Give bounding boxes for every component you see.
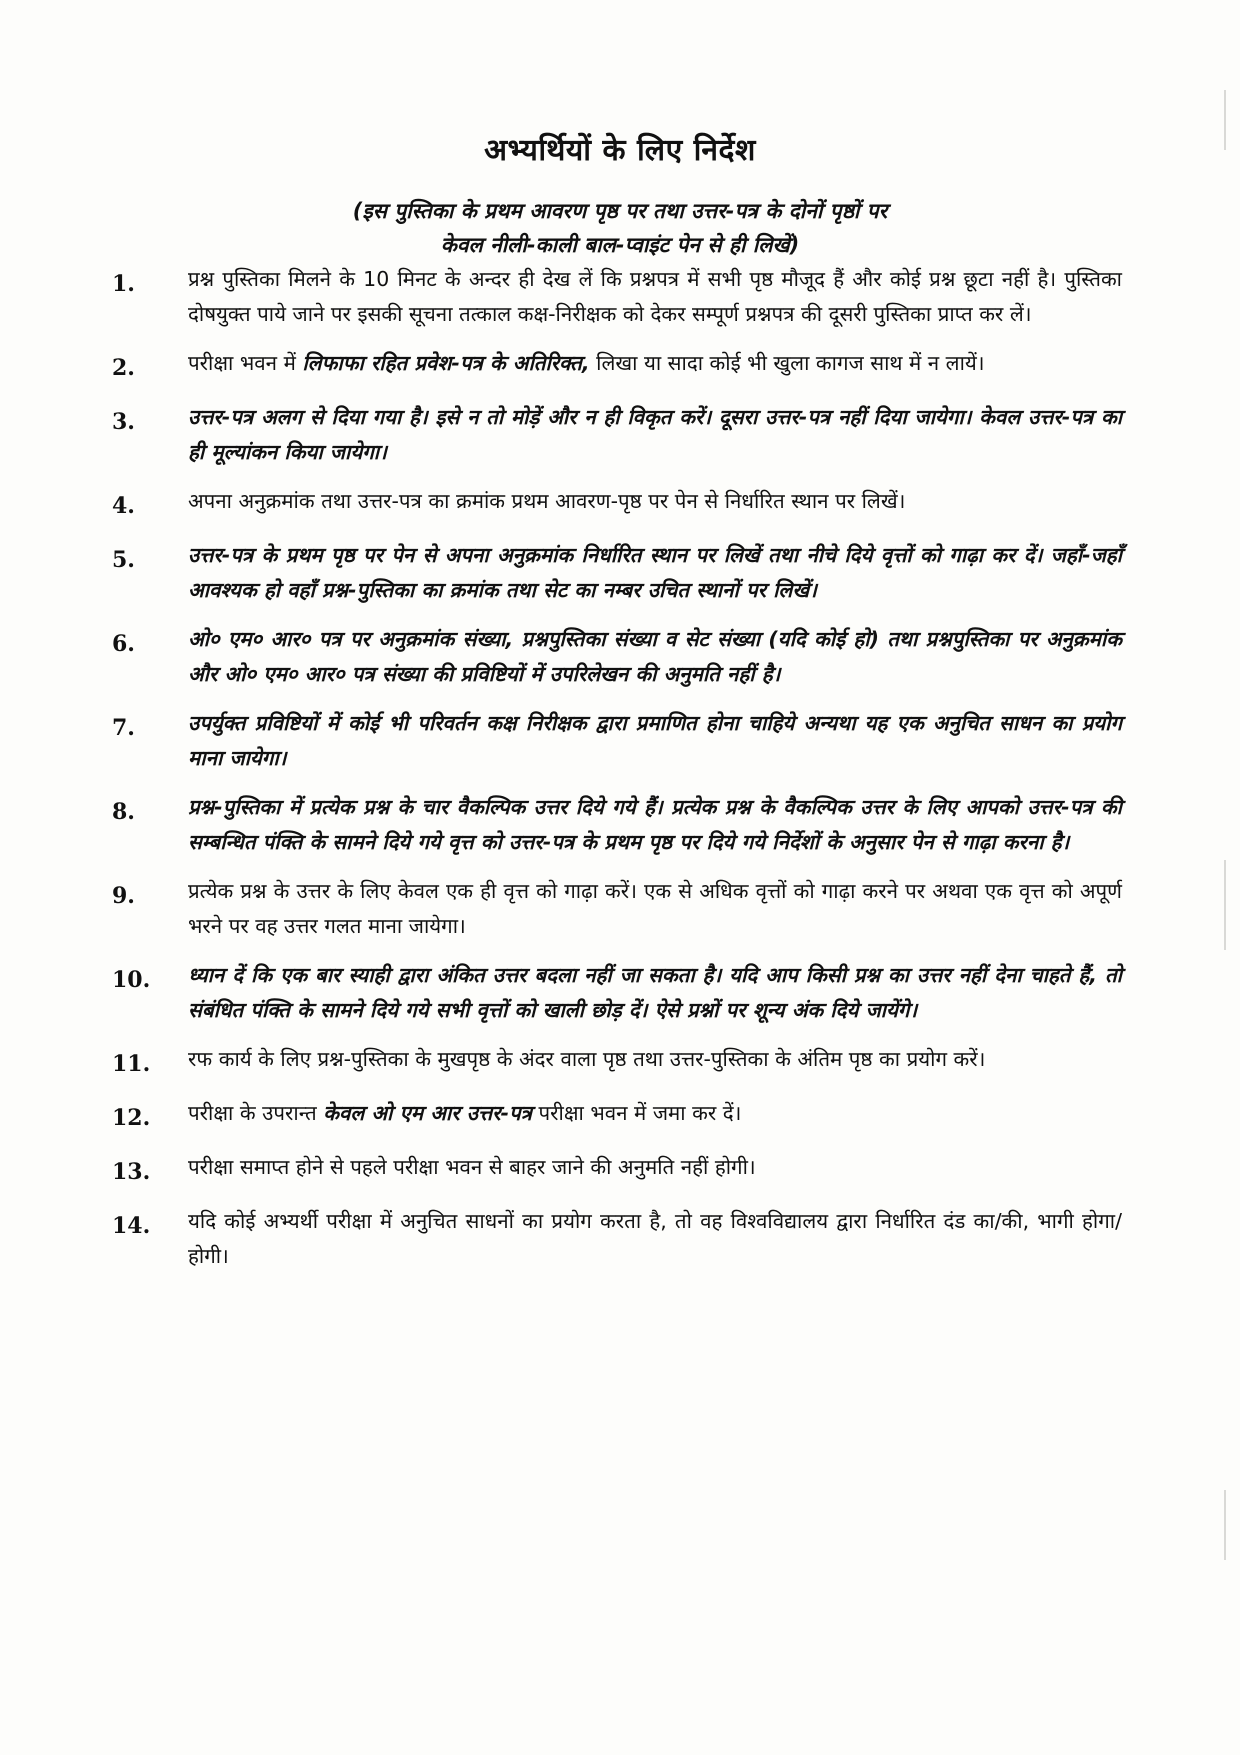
instruction-item-9 (112, 874, 1122, 944)
instruction-text: प्रत्येक प्रश्न के उत्तर के लिए केवल एक ही वृत्त को गाढ़ा करें। एक से अधिक वृत्तों को गाढ़ा करने पर अथवा एक वृत्त को अपूर्ण भरने पर वह उत्तर गलत माना जायेगा। (188, 879, 1122, 938)
instruction-item-11 (112, 1042, 1122, 1082)
page-title: अभ्यर्थियों के लिए निर्देश (484, 133, 756, 168)
instruction-text: रफ कार्य के लिए प्रश्न-पुस्तिका के मुखपृष्ठ के अंदर वाला पृष्ठ तथा उत्तर-पुस्तिका के अंतिम पृष्ठ का प्रयोग करें। (188, 1047, 986, 1071)
page-subtitle (0, 194, 1240, 262)
instruction-item-7 (112, 706, 1122, 776)
instruction-text: उत्तर-पत्र अलग से दिया गया है। इसे न तो मोड़ें और न ही विकृत करें। दूसरा उत्तर-पत्र नहीं दिया जायेगा। केवल उत्तर-पत्र का ही मूल्यांकन किया जायेगा। (188, 405, 1122, 464)
instruction-item-5 (112, 538, 1122, 608)
instruction-text-part: लिखा या सादा कोई भी खुला कागज साथ में न लायें। (589, 351, 985, 375)
instruction-text: अपना अनुक्रमांक तथा उत्तर-पत्र का क्रमांक प्रथम आवरण-पृष्ठ पर पेन से निर्धारित स्थान पर लिखें। (188, 489, 906, 513)
instruction-item-6 (112, 622, 1122, 692)
subtitle-line-2: केवल नीली-काली बाल-प्वाइंट पेन से ही लिखें) (440, 233, 800, 257)
instruction-text: परीक्षा समाप्त होने से पहले परीक्षा भवन से बाहर जाने की अनुमति नहीं होगी। (188, 1155, 756, 1179)
instruction-number: 13. (112, 1159, 151, 1185)
instruction-text: प्रश्न पुस्तिका मिलने के 10 मिनट के अन्दर ही देख लें कि प्रश्नपत्र में सभी पृष्ठ मौजूद हैं और कोई प्रश्न छूटा नहीं है। पुस्तिका दोषयुक्त पाये जाने पर इसकी सूचना तत्काल कक्ष-निरीक्षक को देकर सम्पूर्ण प्रश्नपत्र की दूसरी पुस्तिका प्राप्त कर लें। (188, 267, 1122, 326)
instruction-text: ओ० एम० आर० पत्र पर अनुक्रमांक संख्या, प्रश्नपुस्तिका संख्या व सेट संख्या (यदि कोई हो) तथा प्रश्नपुस्तिका पर अनुक्रमांक और ओ० एम० आर० पत्र संख्या की प्रविष्टियों में उपरिलेखन की अनुमति नहीं है। (188, 627, 1122, 686)
instruction-item-2 (112, 346, 1122, 386)
instruction-text-part: परीक्षा भवन में (188, 351, 303, 375)
scan-edge-mark (1224, 90, 1226, 150)
instruction-text (188, 1096, 1122, 1131)
instruction-text-part: परीक्षा भवन में जमा कर दें। (531, 1101, 742, 1125)
instruction-text (188, 346, 1122, 381)
instruction-item-8 (112, 790, 1122, 860)
instruction-item-12 (112, 1096, 1122, 1136)
instruction-number: 8. (112, 799, 135, 825)
instruction-number: 9. (112, 883, 135, 909)
instruction-number: 5. (112, 547, 135, 573)
instruction-text-emphasis: लिफाफा रहित प्रवेश-पत्र के अतिरिक्त, (302, 351, 590, 375)
instruction-text-part: परीक्षा के उपरान्त (188, 1101, 324, 1125)
instruction-number: 2. (112, 355, 135, 381)
instruction-text: ध्यान दें कि एक बार स्याही द्वारा अंकित उत्तर बदला नहीं जा सकता है। यदि आप किसी प्रश्न का उत्तर नहीं देना चाहते हैं, तो संबंधित पंक्ति के सामने दिये गये सभी वृत्तों को खाली छोड़ दें। ऐसे प्रश्नों पर शून्य अंक दिये जायेंगे। (188, 963, 1122, 1022)
instruction-number: 4. (112, 493, 135, 519)
instruction-item-4 (112, 484, 1122, 524)
scan-edge-mark (1224, 1490, 1226, 1560)
instruction-list (112, 262, 1122, 1288)
instruction-item-13 (112, 1150, 1122, 1190)
instruction-item-14 (112, 1204, 1122, 1274)
instruction-number: 7. (112, 715, 135, 741)
instruction-number: 14. (112, 1213, 151, 1239)
instruction-item-3 (112, 400, 1122, 470)
instruction-number: 10. (112, 967, 151, 993)
instruction-item-10 (112, 958, 1122, 1028)
subtitle-line-1: (इस पुस्तिका के प्रथम आवरण पृष्ठ पर तथा उत्तर-पत्र के दोनों पृष्ठों पर (352, 199, 888, 223)
instruction-text: प्रश्न-पुस्तिका में प्रत्येक प्रश्न के चार वैकल्पिक उत्तर दिये गये हैं। प्रत्येक प्रश्न के वैकल्पिक उत्तर के लिए आपको उत्तर-पत्र की सम्बन्धित पंक्ति के सामने दिये गये वृत्त को उत्तर-पत्र के प्रथम पृष्ठ पर दिये गये निर्देशों के अनुसार पेन से गाढ़ा करना है। (188, 795, 1122, 854)
instruction-text: उत्तर-पत्र के प्रथम पृष्ठ पर पेन से अपना अनुक्रमांक निर्धारित स्थान पर लिखें तथा नीचे दिये वृत्तों को गाढ़ा कर दें। जहाँ-जहाँ आवश्यक हो वहाँ प्रश्न-पुस्तिका का क्रमांक तथा सेट का नम्बर उचित स्थानों पर लिखें। (188, 543, 1122, 602)
instruction-number: 11. (112, 1051, 151, 1077)
instruction-number: 3. (112, 409, 135, 435)
instruction-text-emphasis: केवल ओ एम आर उत्तर-पत्र (323, 1101, 532, 1125)
instruction-text: यदि कोई अभ्यर्थी परीक्षा में अनुचित साधनों का प्रयोग करता है, तो वह विश्वविद्यालय द्वारा निर्धारित दंड का/की, भागी होगा/होगी। (188, 1209, 1122, 1268)
instruction-number: 1. (112, 271, 135, 297)
instruction-number: 6. (112, 631, 135, 657)
instruction-text: उपर्युक्त प्रविष्टियों में कोई भी परिवर्तन कक्ष निरीक्षक द्वारा प्रमाणित होना चाहिये अन्यथा यह एक अनुचित साधन का प्रयोग माना जायेगा। (188, 711, 1122, 770)
scan-edge-mark (1224, 860, 1226, 950)
instruction-number: 12. (112, 1105, 151, 1131)
instruction-item-1 (112, 262, 1122, 332)
